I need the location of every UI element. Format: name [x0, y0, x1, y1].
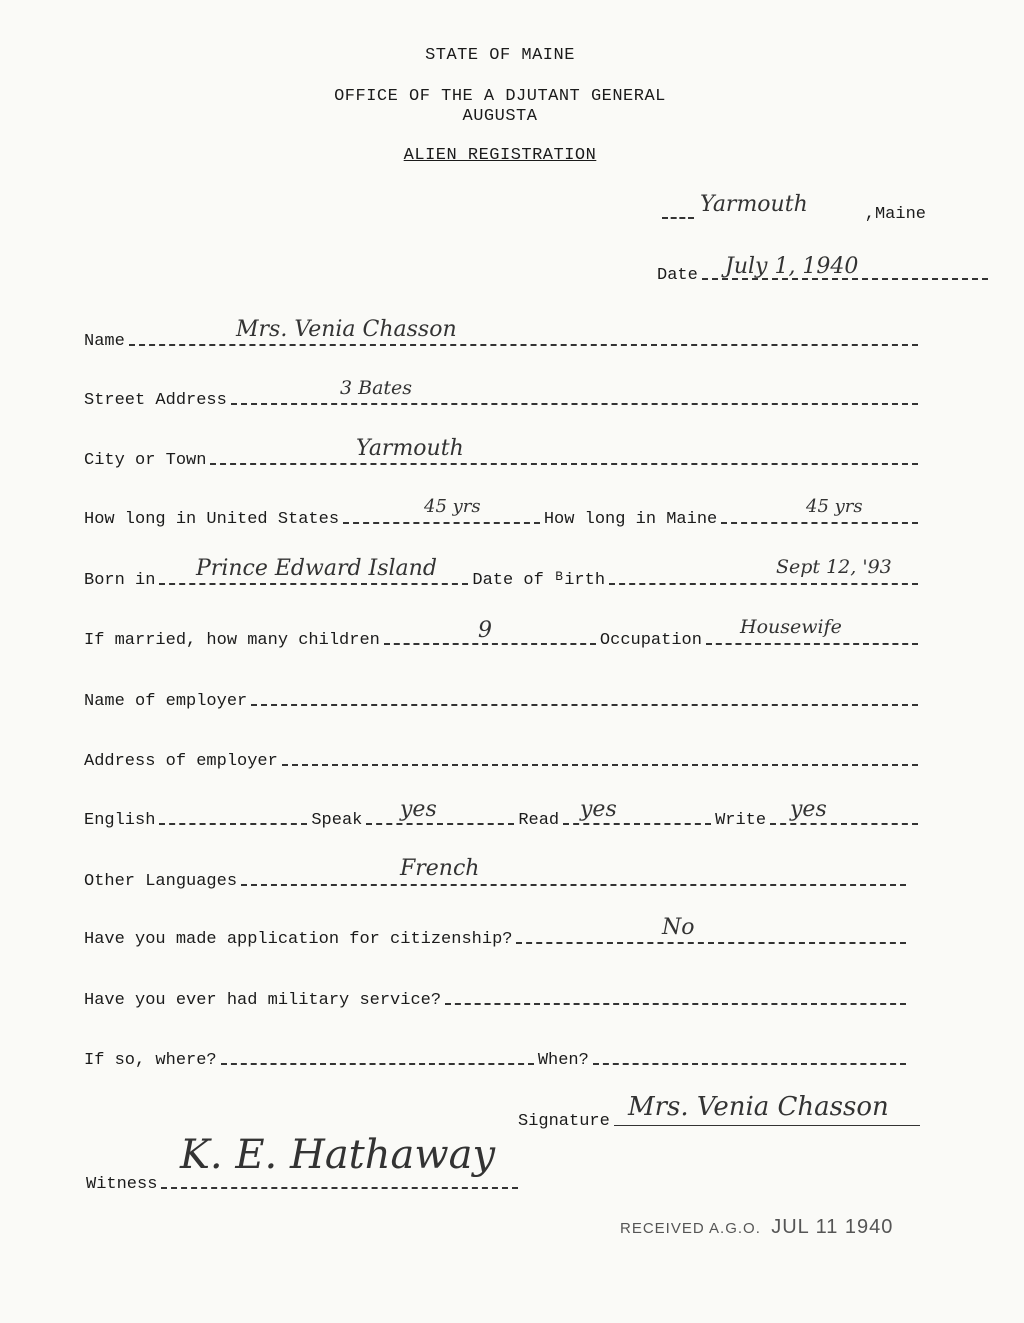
signature-value: Mrs. Venia Chasson — [628, 1092, 889, 1122]
where-dash — [221, 1063, 534, 1065]
city-row — [84, 442, 922, 470]
name-dash — [129, 344, 918, 346]
maine-value: 45 yrs — [806, 496, 863, 517]
employer-name-label: Name of employer — [84, 692, 248, 711]
witness-label: Witness — [86, 1175, 158, 1194]
signature-label: Signature — [518, 1112, 610, 1131]
english-dash — [159, 823, 307, 825]
place-suffix: ,Maine — [864, 205, 926, 224]
military-row — [84, 982, 910, 1010]
read-dash — [563, 823, 711, 825]
name-label: Name — [84, 332, 125, 351]
us-label: How long in United States — [84, 510, 340, 529]
dob-value: Sept 12, '93 — [776, 556, 892, 578]
read-label: Read — [518, 811, 560, 830]
form-title-text: ALIEN REGISTRATION — [403, 146, 597, 165]
us-dash — [343, 522, 540, 524]
city-dash — [210, 463, 918, 465]
street-value: 3 Bates — [340, 377, 413, 399]
where-when-row — [84, 1042, 910, 1070]
occupation-dash — [706, 643, 918, 645]
speak-label: Speak — [311, 811, 363, 830]
office-heading: OFFICE OF THE A DJUTANT GENERAL — [334, 87, 666, 106]
other-lang-value: French — [400, 856, 480, 881]
military-label: Have you ever had military service? — [84, 991, 442, 1010]
employer-address-row — [84, 743, 922, 771]
when-dash — [593, 1063, 906, 1065]
date-label: Date — [657, 266, 698, 285]
citizenship-label: Have you made application for citizenship? — [84, 930, 513, 949]
form-title — [0, 146, 1000, 165]
city-label: City or Town — [84, 451, 207, 470]
street-dash — [231, 403, 918, 405]
signature-line — [614, 1125, 920, 1126]
citizenship-dash — [516, 942, 906, 944]
employer-address-label: Address of employer — [84, 752, 278, 771]
citizenship-row — [84, 921, 910, 949]
children-value: 9 — [478, 618, 492, 643]
us-value: 45 yrs — [424, 496, 481, 517]
speak-dash — [366, 823, 514, 825]
state-heading: STATE OF MAINE — [425, 46, 575, 65]
residence-row — [84, 501, 922, 529]
write-label: Write — [715, 811, 767, 830]
witness-dash — [161, 1187, 518, 1189]
other-lang-label: Other Languages — [84, 872, 238, 891]
maine-dash — [721, 522, 918, 524]
other-languages-row — [84, 863, 910, 891]
write-value: yes — [790, 797, 827, 822]
english-label: English — [84, 811, 156, 830]
citizenship-value: No — [662, 915, 695, 940]
name-row — [84, 323, 922, 351]
place-handwritten: Yarmouth — [700, 192, 808, 217]
children-dash — [384, 643, 596, 645]
witness-value: K. E. Hathaway — [180, 1132, 496, 1178]
occupation-label: Occupation — [599, 631, 702, 650]
read-value: yes — [580, 797, 617, 822]
place-dash — [662, 217, 694, 219]
dob-dash — [609, 583, 918, 585]
where-label: If so, where? — [84, 1051, 217, 1070]
speak-value: yes — [400, 797, 437, 822]
other-lang-dash — [241, 884, 906, 886]
stamp-text: RECEIVED A.G.O. — [620, 1220, 761, 1237]
write-dash — [770, 823, 918, 825]
date-handwritten: July 1, 1940 — [725, 254, 859, 279]
military-dash — [445, 1003, 906, 1005]
born-value: Prince Edward Island — [196, 556, 437, 581]
received-stamp — [620, 1216, 893, 1239]
employer-name-dash — [251, 704, 918, 706]
stamp-date: JUL 11 1940 — [771, 1216, 894, 1238]
street-row — [84, 382, 922, 410]
when-label: When? — [537, 1051, 589, 1070]
married-label: If married, how many children — [84, 631, 380, 650]
city-heading: AUGUSTA — [462, 107, 538, 126]
city-value: Yarmouth — [356, 436, 464, 461]
employer-address-dash — [282, 764, 918, 766]
name-value: Mrs. Venia Chasson — [236, 317, 457, 342]
maine-label: How long in Maine — [543, 510, 718, 529]
born-dash — [159, 583, 468, 585]
born-label: Born in — [84, 571, 156, 590]
occupation-value: Housewife — [740, 616, 842, 638]
street-label: Street Address — [84, 391, 227, 410]
dob-label: Date of ᴮirth — [472, 571, 606, 590]
employer-name-row — [84, 683, 922, 711]
